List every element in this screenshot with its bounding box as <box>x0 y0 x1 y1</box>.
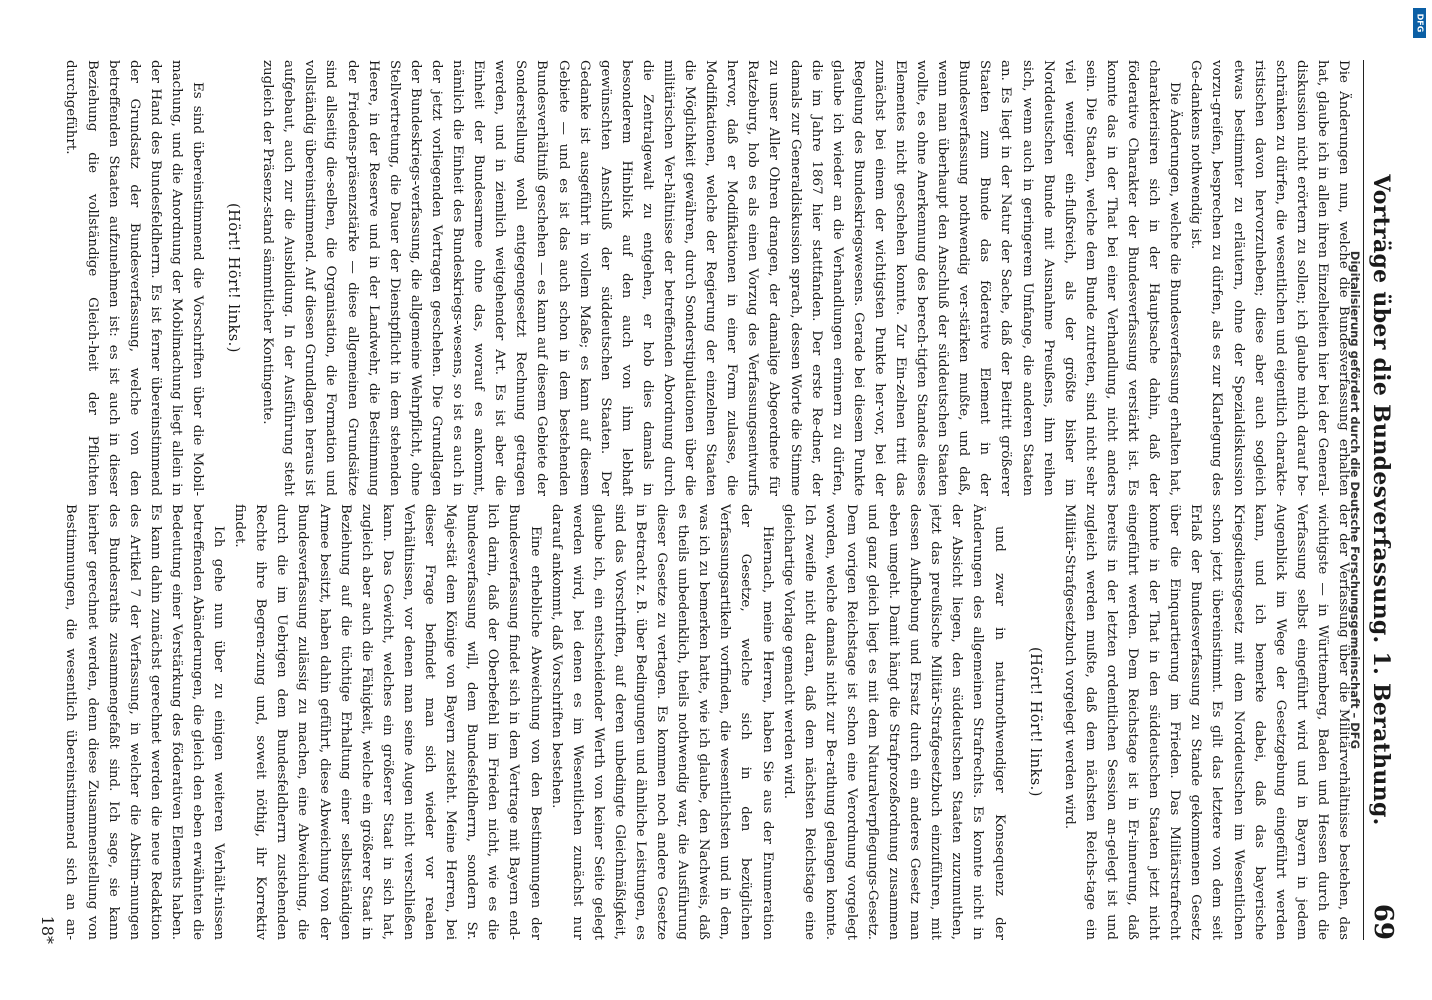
page-header <box>1363 60 1398 940</box>
running-title: Vorträge über die Bundesverfassung. 1. Berathung. <box>1368 174 1394 826</box>
interjection: (Hört! Hört! links.) <box>225 203 242 353</box>
paragraph: Ich gehe nun über zu einigen weiteren Verhält-nissen betreffenden Abänderungen, die gleich den eben erwähnten die Bedeutung einer Verstärkung des föderativen Elements haben. Es kann dahin zunächst gerechnet werden die neue Redaktion des Artikel 7 der Verfassung, in welcher die Abstim-mungen des Bundesraths zusammengefaßt sind. Ich sage, sie kann hierher gerechnet werden, denn diese Zusammenstellung von Bestimmungen, die wesentlich übereinstimmend sich an an- <box>63 504 227 940</box>
paragraph: Die Änderungen, welche die Bundesverfassung erhalten hat, charakterisiren sich in der Hauptsache dahin, daß der föderative Charakter der Bundesverfassung verstärkt ist. Es konnte das in der That bei einer Verhandlung, nicht anders sein. Die Staaten, welche dem Bunde zutreten, sind nicht sehr viel weniger ein-flußreich, als der größte bisher im Norddeutschen Bunde mit Ausnahme Preußens, ihm reihen sich, wenn auch in geringerem Umfange, die anderen Staaten an. Es liegt in der Natur der Sache, daß der Beitritt größerer Staaten zum Bunde das föderative Element in der Bundesverfassung nothwendig ver-stärken mußte, und daß, wenn man überhaupt den Anschluß der süddeutschen Staaten wollte, es ohne Anerkennung des berech-tigten Standes dieses Elementes nicht geschehen konnte. Zur Ein-zelnen tritt das zunächst bei einem der wichtigsten Punkte her-vor, bei der Regelung des Bundeskriegswesens. Gerade bei diesem Punkte glaube ich wieder an die Verhandlungen erinnern zu dürfen, die im Jahre 1867 hier stattfanden. Der erste Re-dner, der damals zur Generaldiskussion sprach, dessen Worte die Stimme zu unser Aller Ohren drangen, der damalige Abgeordnete für Ratzeburg, hob es als einen Vorzug des Verfassungsentwurfs hervor, daß er Modifikationen in einer Form zulasse, die Modifikationen, welche der Regierung der einzelnen Staaten die Möglichkeit gewähren, durch Sonderstipulationen über die militärischen Ver-hältnisse der betreffenden Abordnung durch die Zentralgewalt zu entgehen, er hob dies damals in besonderem Hinblick auf den auch von ihm lebhaft gewünschten Anschluß der süddeutschen Staaten. Der Gedanke ist ausgeführt in vollem Maße; es kann auf diesem Gebiete — und es ist das auch schon in dem bestehenden Bundesverhältniß geschehen — es kann auf diesem Gebiete der Sonderstellung wohl entgegengesetzt Rechnung getragen werden, und in ziemlich weitgehender Art. Es ist aber die Einheit der Bundesarmee ohne das, worauf es ankommt, nämlich die Einheit des Bundeskriegs-wesens, so ist es auch in der jetzt vorliegenden Vertragen geschehen. Die Grundlagen der Bundeskriegs-verfassung, die allgemeine Wehrpflicht, ohne Stellvertretung, die Dauer der Dienstpflicht in dem stehenden Heere, in der Reserve und in der Landwehr, die Bestimmung der Friedens-präsenzstärke — diese allgemeinen Grundsätze sind allseitig die-selben, die Organisation, die Formation und vollständig übereinstimmend. Auf diesen Grundlagen heraus ist aufgebaut, auch zur die Ausbildung. In der Ausführung steht zugleich der Präsenz-stand sämmtlicher Kontingente. <box>260 60 1183 496</box>
page-number: 69 <box>1368 903 1398 940</box>
paragraph: Die Änderungen nun, welche die Bundesverfassung erhalten hat, glaube ich in allen ihren Einzelheiten hier bei der General-diskussion nicht erörtern zu sollen; ich glaube mich darauf be-schränken zu dürfen, die wesentlichen und eigentlich charakte-ristischen davon hervorzuheben; diese aber auch sogleich etwas bestimmter zu erläutern, ohne der Spezialdiskussion vorzu-greifen, besprechen zu dürfen, als es zur Klarlegung des Ge-dankens nothwendig ist. <box>1188 60 1351 496</box>
paragraph: Es sind übereinstimmend die Vorschriften über die Mobil-machung, und die Anordnung der Mobilmachung liegt allein in der Hand des Bundesfeldherrn. Es ist ferner übereinstimmend der Grundsatz der Bundesverfassung, welche von den betreffenden Staaten aufzunehmen ist: es ist auch in dieser Beziehung die vollständige Gleich-heit der Pflichten durchgeführt. <box>63 60 206 496</box>
paragraph: Hiernach, meine Herren, haben Sie aus der Enumeration der Gesetze, welche sich in den bezüglichen Verfassungsartikeln vorfinden, die wesentlichsten und in dem, was ich zu bemerken hatte, wie ich glaube, den Nachweis, daß es theils unbedenklich, theils nothwendig war, die Ausführung dieser Gesetze zu vertagen. Es kommen noch andere Gesetze in Betracht z. B. über Bedingungen und ähnliche Leistungen, es sind das Vorschriften, auf deren unbedingte Gleichmäßigkeit, glaube ich, ein entscheidender Werth von keiner Seite gelegt werden wird, bei denen es im Wesentlichen zunächst nur darauf ankommt, daß Vorschriften bestehen. <box>548 504 775 940</box>
signature-mark: 18* <box>38 915 57 944</box>
dfg-logo: DFG <box>1413 8 1426 38</box>
interjection: (Hört! Hört! links.) <box>1026 647 1043 797</box>
paragraph: und zwar in naturnothwendiger Konsequenz der Änderungen des allgemeinen Strafrechts. Es konnte nicht in der Absicht liegen, den süddeutschen Staaten zuzumuthen, jetzt das preußische Militär-Strafgesetzbuch einzuführen, mit dessen Aufhebung und Ersatz durch ein anderes Gesetz man eben umgeht. Damit hängt die Strafprozeßordnung zusammen und ganz gleich liegt es mit dem Naturalverpflegungs-Gesetz. Dem vorigen Reichstage ist schon eine Verordnung vorgelegt worden, welche damals nicht zur Be-rathung gelangen konnte. Ich zweifle nicht daran, daß dem nächsten Reichstage eine gleichartige Vorlage gemacht werden wird. <box>780 504 1007 940</box>
scanned-page <box>26 20 1406 980</box>
paragraph: der der Verfassung über die Militärverhältnisse bestehen, das wichtigste — in Württemberg, Baden und Hessen durch die Verfassung selbst eingeführt wird und in Bayern in jedem Augenblick im Wege der Gesetzgebung eingeführt werden kann, und ich bemerke dabei, daß das bayerische Kriegsdienstgesetz mit dem Norddeutschen im Wesentlichen schon jetzt übereinstimmt. Es gilt das letztere von dem seit Erlaß der Bundesverfassung zu Stande gekommenen Gesetz über die Einquartierung im Frieden. Das Militärstrafrecht konnte in der That in den süddeutschen Staaten jetzt nicht eingeführt werden. Dem Reichstage ist in Er-innerung, daß bereits in der letzten ordentlichen Session an-gelegt ist und zugleich werden mußte, daß dem nächsten Reichs-tage ein Militär-Strafgesetzbuch vorgelegt werden wird. <box>1061 504 1351 940</box>
right-text-column <box>58 504 1354 940</box>
digitization-credit: Digitalisierung gefördert durch die Deutsche Forschungsgemeinschaft – DFG <box>1348 250 1362 750</box>
left-text-column <box>58 60 1354 496</box>
paragraph: Eine erhebliche Abweichung von den Bestimmungen der Bundesverfassung findet sich in dem Vertrage mit Bayern end-lich darin, daß der Oberbefehl im Frieden nicht, wie es die Bundesverfassung will, dem Bundesfeldherrn, sondern Sr. Maje-stät dem Könige von Bayern zusteht. Meine Herren, bei dieser Frage befindet man sich wieder vor realen Verhältnissen, vor denen man seine Augen nicht verschließen kann. Das Gewicht, welches ein größerer Staat in sich hat, zugleich aber auch die Fähigkeit, welche ein größerer Staat in Beziehung auf die tüchtige Erhaltung einer selbstständigen Armee besitzt, haben dahin geführt, diese Abweichung von der Bundesverfassung zulässig zu machen, eine Abweichung, die durch die im Uebrigen dem Bundesfeldherrn zustehenden Rechte ihre Begren-zung und, soweit nöthig, ihr Korrektiv findet. <box>232 504 543 940</box>
